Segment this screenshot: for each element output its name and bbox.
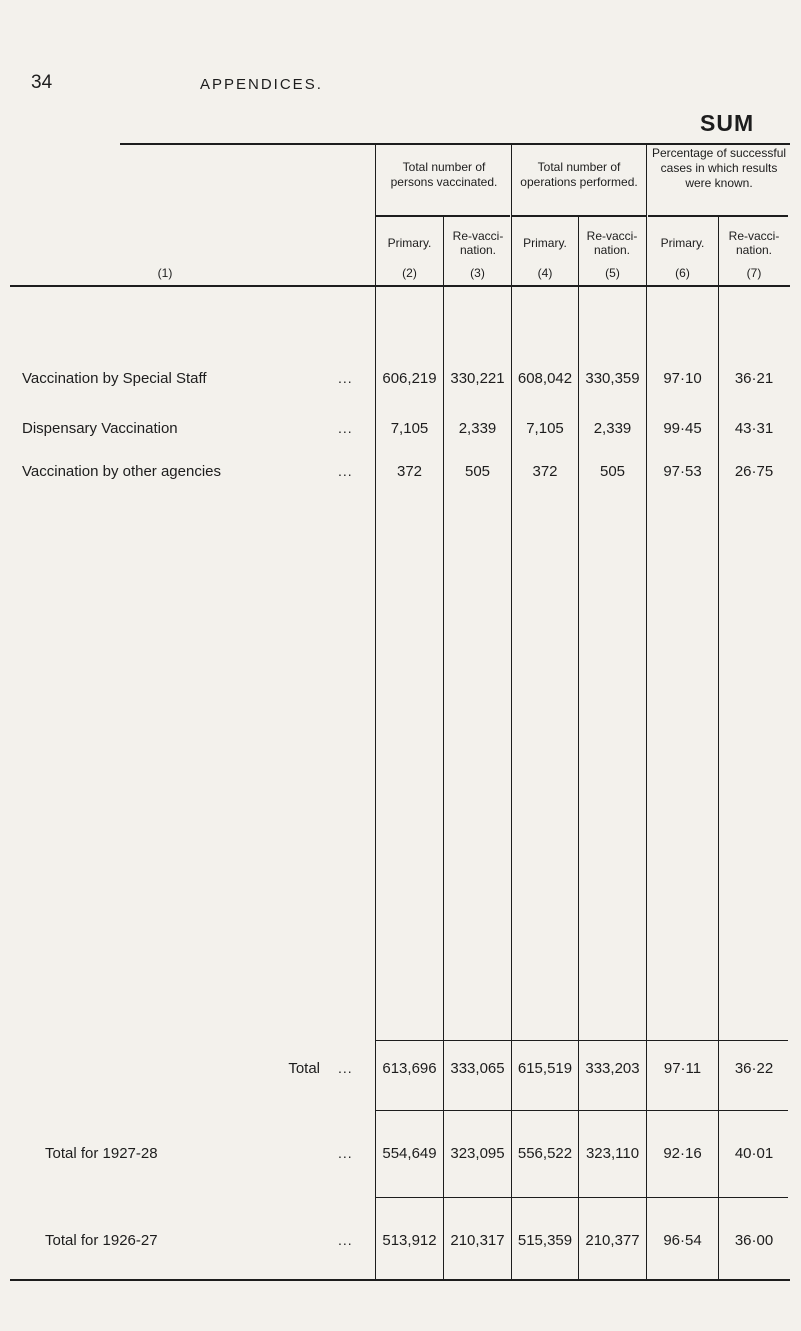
leader-dots: ... bbox=[338, 1232, 353, 1248]
cell: 97·10 bbox=[663, 370, 702, 387]
cell: 323,110 bbox=[585, 1145, 640, 1162]
group-header-percentage: Percentage of successful cases in which results were known. bbox=[651, 146, 787, 190]
cell: 40·01 bbox=[734, 1145, 774, 1162]
cell: 372 bbox=[396, 463, 423, 480]
cell: 210,317 bbox=[450, 1232, 505, 1249]
cell: 333,203 bbox=[585, 1060, 640, 1077]
cell: 330,359 bbox=[585, 370, 640, 387]
cell: 26·75 bbox=[734, 463, 774, 480]
header-rule bbox=[10, 285, 790, 287]
cell: 7,105 bbox=[526, 420, 564, 437]
cell: 97·53 bbox=[663, 463, 702, 480]
group-header-operations: Total number of operations performed. bbox=[520, 160, 638, 189]
page-number: 34 bbox=[31, 72, 53, 93]
cell: 556,522 bbox=[517, 1145, 573, 1162]
sub-header: Re-vacci-nation. bbox=[728, 229, 780, 257]
row-label: Vaccination by Special Staff bbox=[22, 370, 207, 387]
row-label: Total for 1926-27 bbox=[45, 1232, 158, 1249]
bottom-rule bbox=[10, 1279, 790, 1281]
sub-header: Re-vacci-nation. bbox=[452, 229, 504, 257]
cell: 615,519 bbox=[517, 1060, 573, 1077]
cell: 92·16 bbox=[663, 1145, 702, 1162]
column-number: (4) bbox=[537, 266, 553, 280]
cell: 97·11 bbox=[663, 1060, 702, 1077]
column-number: (6) bbox=[675, 266, 690, 280]
leader-dots: ... bbox=[338, 370, 353, 386]
total-rule bbox=[376, 1197, 788, 1198]
cell: 554,649 bbox=[382, 1145, 437, 1162]
cell: 43·31 bbox=[734, 420, 774, 437]
cell: 606,219 bbox=[382, 370, 437, 387]
cell: 36·00 bbox=[734, 1232, 774, 1249]
leader-dots: ... bbox=[338, 463, 353, 479]
cell: 372 bbox=[532, 463, 558, 480]
column-number: (2) bbox=[402, 266, 417, 280]
sub-header: Primary. bbox=[660, 236, 705, 250]
cell: 333,065 bbox=[450, 1060, 505, 1077]
cell: 36·22 bbox=[734, 1060, 774, 1077]
cell: 2,339 bbox=[458, 420, 497, 437]
cell: 96·54 bbox=[663, 1232, 702, 1249]
column-number: (5) bbox=[605, 266, 620, 280]
column-number: (7) bbox=[746, 266, 762, 280]
cell: 323,095 bbox=[450, 1145, 505, 1162]
leader-dots: ... bbox=[338, 1060, 353, 1076]
cell: 2,339 bbox=[593, 420, 632, 437]
cell: 608,042 bbox=[517, 370, 573, 387]
cell: 210,377 bbox=[585, 1232, 640, 1249]
row-label: Total for 1927-28 bbox=[45, 1145, 158, 1162]
cell: 99·45 bbox=[663, 420, 702, 437]
group-header-persons: Total number of persons vaccinated. bbox=[390, 160, 498, 189]
top-rule bbox=[120, 143, 790, 145]
cell: 513,912 bbox=[382, 1232, 437, 1249]
cell: 330,221 bbox=[450, 370, 505, 387]
cell: 613,696 bbox=[382, 1060, 437, 1077]
total-rule bbox=[376, 1110, 788, 1111]
cell: 36·21 bbox=[734, 370, 774, 387]
total-rule bbox=[376, 1040, 788, 1041]
sub-header: Re-vacci-nation. bbox=[586, 229, 638, 257]
leader-dots: ... bbox=[338, 1145, 353, 1161]
row-label: Total bbox=[288, 1060, 320, 1077]
row-label: Vaccination by other agencies bbox=[22, 463, 222, 480]
column-number: (1) bbox=[157, 266, 173, 280]
running-head: APPENDICES. bbox=[200, 76, 323, 93]
sub-header: Primary. bbox=[387, 236, 432, 250]
group-rule-2 bbox=[512, 215, 646, 217]
cell: 7,105 bbox=[390, 420, 429, 437]
cell: 505 bbox=[599, 463, 626, 480]
column-number: (3) bbox=[470, 266, 485, 280]
row-label: Dispensary Vaccination bbox=[22, 420, 178, 437]
leader-dots: ... bbox=[338, 420, 353, 436]
cell: 505 bbox=[464, 463, 491, 480]
sub-header: Primary. bbox=[523, 236, 567, 250]
section-title: SUM bbox=[700, 110, 755, 136]
cell: 515,359 bbox=[517, 1232, 573, 1249]
